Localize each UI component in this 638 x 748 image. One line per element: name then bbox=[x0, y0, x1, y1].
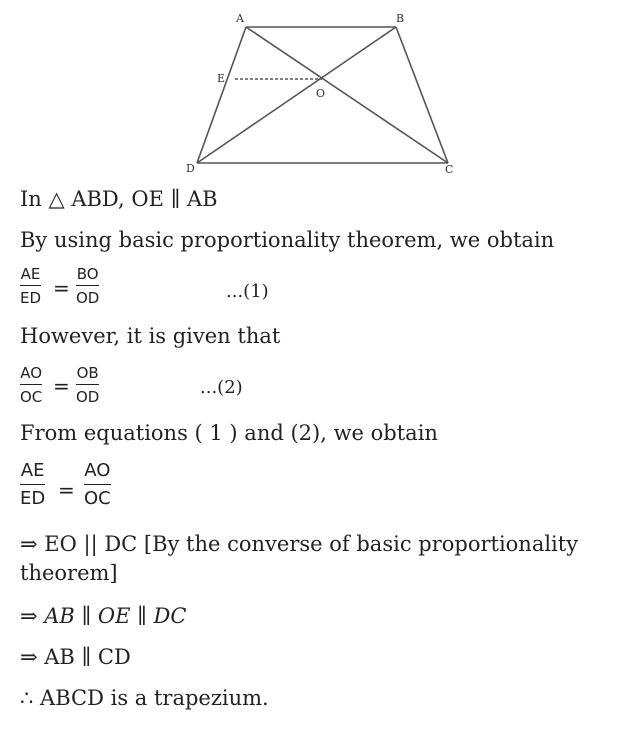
parallel-chain: ⇒ AB ∥ OE ∥ DC bbox=[20, 604, 187, 628]
diagonal-ac bbox=[246, 27, 448, 163]
from-equations: From equations ( 1 ) and (2), we obtain bbox=[20, 421, 438, 445]
given-intro: However, it is given that bbox=[20, 324, 281, 348]
eq1-equals: = bbox=[53, 276, 70, 300]
label-d: D bbox=[186, 162, 195, 175]
ab-parallel-cd: ⇒ AB ∥ CD bbox=[20, 645, 131, 669]
eq3-rhs-fraction bbox=[84, 460, 111, 510]
label-a: A bbox=[236, 12, 244, 25]
bpt-statement: By using basic proportionality theorem, we obtain bbox=[20, 228, 555, 252]
converse-line-2: theorem] bbox=[20, 561, 118, 585]
eq1-lhs-numerator: AE bbox=[20, 265, 41, 283]
label-c: C bbox=[445, 163, 454, 176]
eq2-rhs-denominator: OD bbox=[76, 388, 100, 407]
eq1-rhs-fraction bbox=[76, 265, 99, 307]
side-bc bbox=[396, 27, 448, 163]
given-statement: In △ ABD, OE ∥ AB bbox=[20, 187, 218, 211]
eq2-rhs-numerator: OB bbox=[76, 364, 99, 382]
eq2-lhs-numerator: AO bbox=[20, 364, 43, 382]
eq3-rhs-numerator: AO bbox=[84, 460, 111, 481]
diagonal-bd bbox=[197, 27, 396, 163]
conclusion: ∴ ABCD is a trapezium. bbox=[20, 686, 269, 710]
eq2-rhs-fraction bbox=[76, 364, 99, 406]
eq2-lhs-fraction bbox=[20, 364, 42, 406]
label-b: B bbox=[396, 12, 405, 25]
label-e: E bbox=[217, 72, 226, 85]
eq1-lhs-fraction bbox=[20, 265, 41, 307]
converse-line-1: ⇒ EO || DC [By the converse of basic proportionality bbox=[20, 532, 579, 556]
eq3-rhs-denominator: OC bbox=[84, 488, 111, 510]
eq1-rhs-denominator: OD bbox=[76, 289, 100, 308]
eq1-rhs-numerator: BO bbox=[76, 265, 99, 283]
trapezium-figure bbox=[0, 0, 638, 185]
eq3-lhs-denominator: ED bbox=[20, 488, 46, 510]
eq2-tag: ...(2) bbox=[200, 377, 243, 398]
eq2-equals: = bbox=[53, 374, 70, 398]
eq3-lhs-numerator: AE bbox=[20, 460, 45, 481]
eq3-lhs-fraction bbox=[20, 460, 45, 510]
eq2-lhs-denominator: OC bbox=[20, 388, 43, 407]
eq3-equals: = bbox=[58, 478, 75, 502]
label-o: O bbox=[316, 87, 326, 100]
side-da bbox=[197, 27, 246, 163]
eq1-tag: ...(1) bbox=[226, 281, 269, 302]
eq1-lhs-denominator: ED bbox=[20, 289, 42, 308]
